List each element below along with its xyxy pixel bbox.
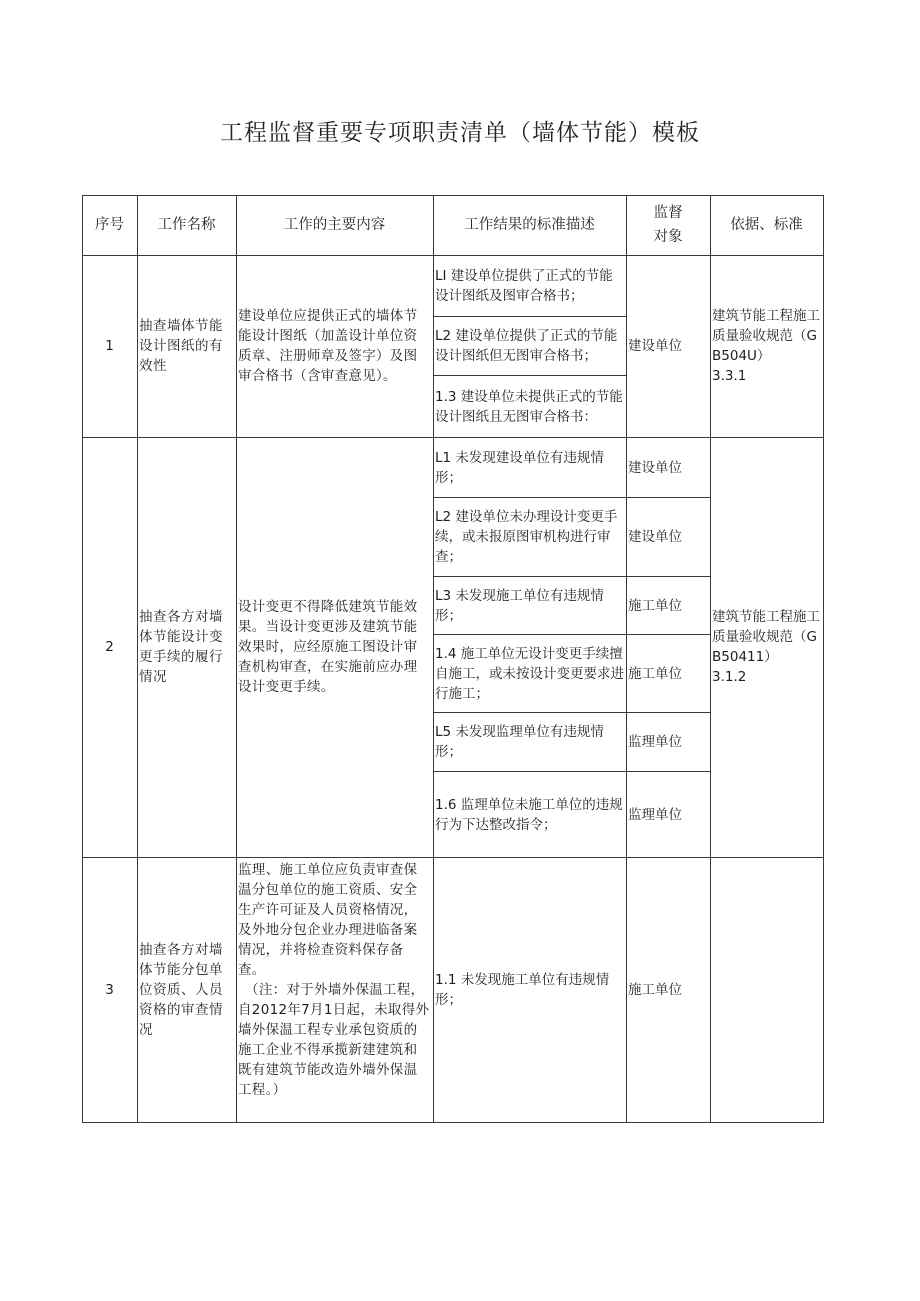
row-2-result-2: L2 建设单位未办理设计变更手续，或未报原图审机构进行审查； <box>435 509 618 565</box>
header-seq: 序号 <box>95 217 124 233</box>
table-border-bottom <box>82 1122 824 1123</box>
header-name: 工作名称 <box>157 217 216 233</box>
row-1-basis: 建筑节能工程施工质量验收规范（GB504U） 3.3.1 <box>712 308 820 384</box>
row-2-target-2: 建设单位 <box>628 529 682 545</box>
row-1-result-3: 1.3 建设单位未提供正式的节能设计图纸且无图审合格书： <box>435 388 623 425</box>
page-title: 工程监督重要专项职责清单（墙体节能）模板 <box>220 120 700 146</box>
row-2-result-3: L3 未发现施工单位有违规情形； <box>435 587 604 624</box>
row-1-result-1: LI 建设单位提供了正式的节能设计图纸及图审合格书； <box>435 268 613 304</box>
row-2-seq: 2 <box>105 639 114 655</box>
row-3-result: 1.1 未发现施工单位有违规情形； <box>435 971 610 1008</box>
row-3-name: 抽查各方对墙体节能分包单位资质、人员资格的审查情况 <box>139 941 223 1038</box>
row-2-target-6: 监理单位 <box>628 806 682 823</box>
row-2-content: 设计变更不得降低建筑节能效果。当设计变更涉及建筑节能效果时，应经原施工图设计审查机构审查，在实施前应办理设计变更手续。 <box>238 599 418 695</box>
header-basis: 依据、标准 <box>730 217 803 233</box>
header-result: 工作结果的标准描述 <box>464 217 595 233</box>
header-content: 工作的主要内容 <box>283 217 386 233</box>
row-2-target-5: 监理单位 <box>628 734 682 750</box>
table-border-right <box>823 195 824 1123</box>
row-1-result-2: L2 建设单位提供了正式的节能设计图纸但无图审合格书； <box>435 328 618 364</box>
row-2-target-3: 施工单位 <box>628 597 682 614</box>
row-2-result-1: L1 未发现建设单位有违规情形； <box>435 449 604 486</box>
row-3-basis <box>710 857 823 1122</box>
header-target: 监督 对象 <box>653 205 683 245</box>
row-2-result-4: 1.4 施工单位无设计变更手续擅自施工，或未按设计变更要求进行施工； <box>435 645 624 702</box>
row-2-name: 抽查各方对墙体节能设计变更手续的履行情况 <box>139 609 223 685</box>
row-2-basis: 建筑节能工程施工质量验收规范（GB50411） 3.1.2 <box>712 609 820 685</box>
row-1-seq: 1 <box>105 338 114 354</box>
row-2-result-6: 1.6 监理单位未施工单位的违规行为下达整改指令； <box>435 796 623 833</box>
row-2-target-1: 建设单位 <box>628 459 682 476</box>
row-1-name: 抽查墙体节能设计图纸的有效性 <box>139 318 223 374</box>
row-3-target: 施工单位 <box>628 981 682 998</box>
row-2-result-5: L5 未发现监理单位有违规情形； <box>435 724 604 760</box>
row-1-content: 建设单位应提供正式的墙体节能设计图纸（加盖设计单位资质章、注册师章及签字）及图审合格书（含审查意见）。 <box>238 308 418 384</box>
row-1-target: 建设单位 <box>628 338 682 354</box>
row-3-content: 监理、施工单位应负责审查保温分包单位的施工资质、安全生产许可证及人员资格情况，及外地分包企业办理进临备案情况，并将检查资料保存备查。 （注：对于外墙外保温工程，自2012年7月1日起，未取得外墙外保温工程专业承包资质的施工企业不得承揽新建建筑和既有建筑节能改造外墙外保温工程。） <box>238 862 430 1098</box>
row-3-seq: 3 <box>105 981 114 998</box>
row-2-target-4: 施工单位 <box>628 665 682 682</box>
